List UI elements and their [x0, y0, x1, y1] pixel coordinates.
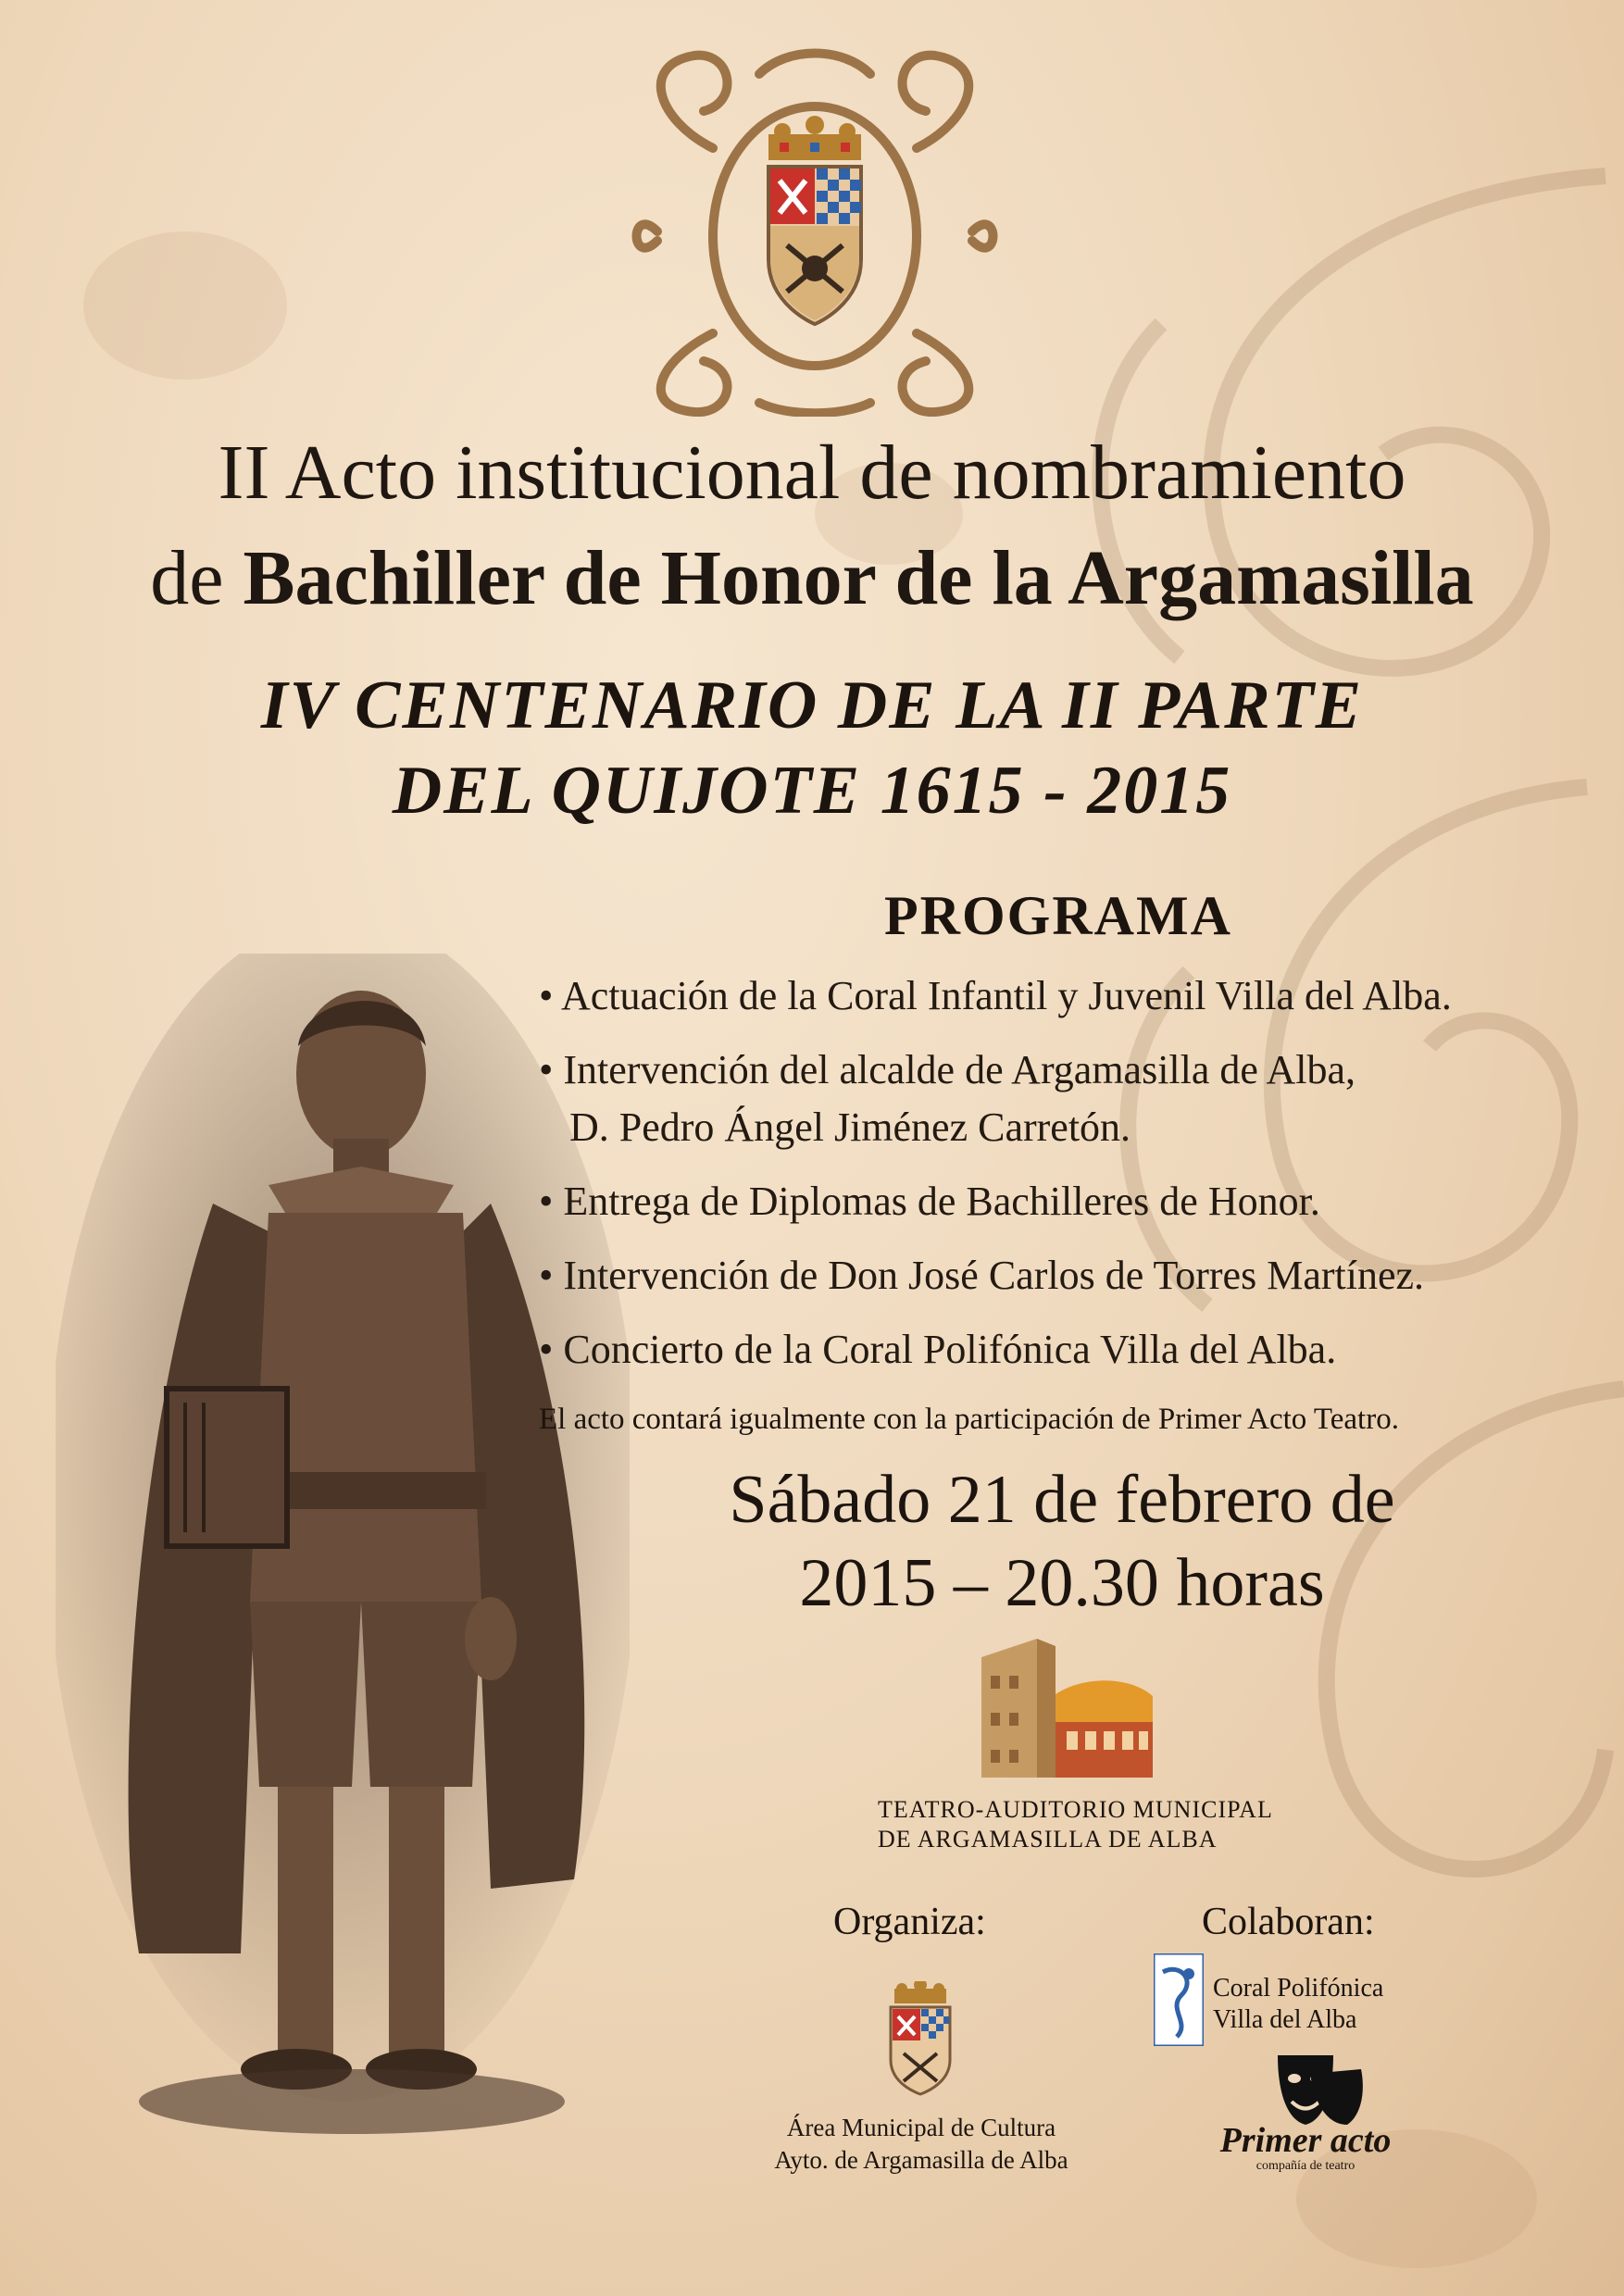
theatre-building-logo	[981, 1639, 1157, 1778]
coral-polifonica-logo	[1154, 1953, 1204, 2046]
main-title-line-1: II Acto institucional de nombramiento	[218, 430, 1406, 516]
program-item: • Concierto de la Coral Polifónica Villa del Alba.	[539, 1327, 1337, 1372]
coral-name-line-2: Villa del Alba	[1213, 2005, 1357, 2034]
coral-name-line-1: Coral Polifónica	[1213, 1974, 1384, 2003]
subtitle-line-2: DEL QUIJOTE 1615 - 2015	[392, 753, 1232, 829]
subtitle-line-1: IV CENTENARIO DE LA II PARTE	[260, 668, 1364, 743]
primer-acto-logo-text: Primer acto	[1219, 2121, 1392, 2160]
venue-line-1: TEATRO-AUDITORIO MUNICIPAL	[878, 1796, 1273, 1823]
program-item: • Intervención de Don José Carlos de Torres Martínez.	[539, 1253, 1425, 1298]
collaborators-heading: Colaboran:	[1202, 1901, 1375, 1943]
program-item: • Intervención del alcalde de Argamasilla de Alba,	[539, 1047, 1356, 1092]
organizer-line-2: Ayto. de Argamasilla de Alba	[774, 2146, 1068, 2174]
event-date-line-1: Sábado 21 de febrero de	[729, 1462, 1395, 1538]
primer-acto-subtitle: compañía de teatro	[1255, 2159, 1355, 2173]
paper-stain	[83, 231, 287, 380]
program-item: • Actuación de la Coral Infantil y Juvenil Villa del Alba.	[539, 973, 1452, 1018]
main-title-bold: Bachiller de Honor de la Argamasilla	[243, 535, 1474, 621]
coat-of-arms-emblem	[620, 46, 1009, 417]
program-item: • Entrega de Diplomas de Bachilleres de Honor.	[539, 1179, 1320, 1224]
program-note: El acto contará igualmente con la participación de Primer Acto Teatro.	[539, 1403, 1399, 1436]
main-title-prefix: de	[150, 535, 244, 621]
venue-line-2: DE ARGAMASILLA DE ALBA	[878, 1826, 1218, 1853]
program-heading: PROGRAMA	[884, 885, 1232, 946]
program-item-continuation: D. Pedro Ángel Jiménez Carretón.	[539, 1104, 1131, 1150]
organizer-line-1: Área Municipal de Cultura	[786, 2114, 1056, 2141]
main-title-line-2	[0, 533, 1624, 623]
organizer-heading: Organiza:	[833, 1901, 986, 1943]
event-date-line-2: 2015 – 20.30 horas	[799, 1545, 1325, 1621]
town-crest-icon	[883, 1981, 957, 2097]
